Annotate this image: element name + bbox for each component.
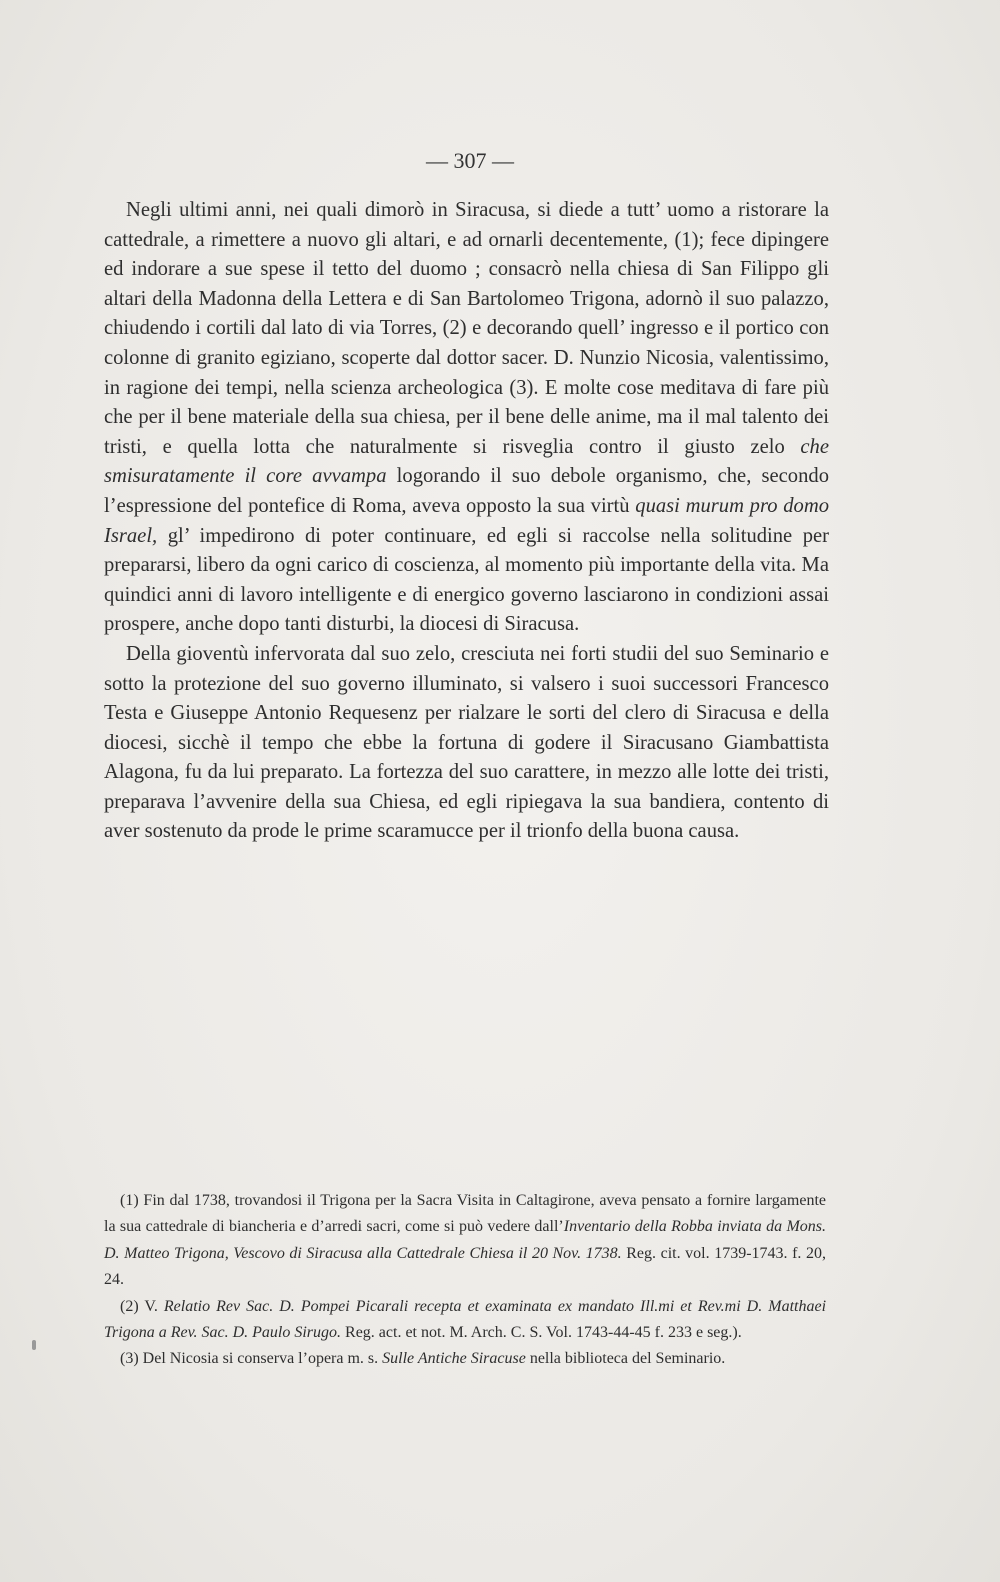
italic-latin-quote: quasi murum pro domo Israel, [104, 494, 830, 547]
footnote-marker: (1) [120, 1192, 139, 1209]
text-run: Reg. act. et not. M. Arch. C. S. Vol. 1743-44-45 f. 233 e seg.). [341, 1324, 742, 1342]
italic-quote: che smisuratamente il core avvampa [104, 435, 829, 488]
footnote-marker: (3) [120, 1350, 139, 1368]
footnote-marker: (2) [120, 1297, 139, 1315]
paragraph-2 [104, 640, 829, 847]
footnote-1 [104, 1188, 826, 1294]
text-run: Della gioventù infervorata dal suo zelo, cresciuta nei forti studii del suo Seminario e sotto la protezione del suo governo illuminato, si valsero i suoi successori Francesco Testa e Giuseppe Antonio Requesenz per rialzare le sorti del clero di Siracusa e della diocesi, sicchè il tempo che ebbe la fortuna di godere il Siracusano Giambattista Alagona, fu da lui preparato. La fortezza del suo carattere, in mezzo alle lotte dei tristi, preparava l’avvenire della sua Chiesa, ed egli ripiegava la sua bandiera, contento di aver sostenuto da prode le prime scaramucce per il trionfo della buona causa. [104, 642, 829, 843]
main-text [104, 196, 829, 847]
page-number: — 307 — [426, 148, 514, 173]
footnote-3 [104, 1346, 826, 1372]
text-run: logorando il suo debole organismo, che, secondo l’espressione del pontefice di Roma, aveva opposto la sua virtù [104, 465, 829, 517]
italic-title: Relatio Rev Sac. D. Pompei Picarali recepta et examinata ex mandato Ill.mi et Rev.mi D. Matthaei Trigona a Rev. Sac. D. Paulo Sirugo. [104, 1297, 827, 1342]
text-run: V. [138, 1297, 164, 1315]
italic-title: Inventario della Robba inviata da Mons. D. Matteo Trigona, Vescovo di Siracusa alla Cattedrale Chiesa il 20 Nov. 1738. [104, 1218, 827, 1262]
text-run: Del Nicosia si conserva l’opera m. s. [138, 1350, 383, 1368]
footnote-2 [104, 1294, 826, 1347]
text-run: Fin dal 1738, trovandosi il Trigona per la Sacra Visita in Caltagirone, aveva pensato a fornire largamente la sua cattedrale di biancheria e d’arredi sacri, come si può vedere dall’ [104, 1192, 826, 1236]
paragraph-1 [104, 196, 829, 640]
italic-title: Sulle Antiche Siracuse [382, 1350, 526, 1368]
footnotes [104, 1188, 826, 1373]
text-run: Negli ultimi anni, nei quali dimorò in Siracusa, si diede a tutt’ uomo a ristorare la cattedrale, a rimettere a nuovo gli altari, e ad ornarli decentemente, (1); fece dipingere ed indorare a sue spese il tetto del duomo ; consacrò nella chiesa di San Filippo gli altari della Madonna della Lettera e di San Bartolomeo Trigona, adornò il suo palazzo, chiudendo i cortili dal lato di via Torres, (2) e decorando quell’ ingresso e il portico con colonne di granito egiziano, scoperte dal dottor sacer. D. Nunzio Nicosia, valentissimo, in ragione dei tempi, nella scienza archeologica (3). E molte cose meditava di fare più che per il bene materiale della sua chiesa, per il bene delle anime, ma il mal talento dei tristi, e quella lotta che naturalmente si risveglia contro il giusto zelo [104, 199, 829, 458]
text-run: Reg. cit. vol. 1739-1743. f. 20, 24. [104, 1244, 826, 1289]
text-run: gl’ impedirono di poter continuare, ed egli si raccolse nella solitudine per prepararsi, libero da ogni carico di coscienza, al momento più importante della vita. Ma quindici anni di lavoro intelligente e di energico governo lasciarono in condizioni assai prospere, anche dopo tanti disturbi, la diocesi di Siracusa. [104, 524, 829, 636]
margin-mark [32, 1340, 36, 1350]
text-run: nella biblioteca del Seminario. [525, 1350, 726, 1368]
